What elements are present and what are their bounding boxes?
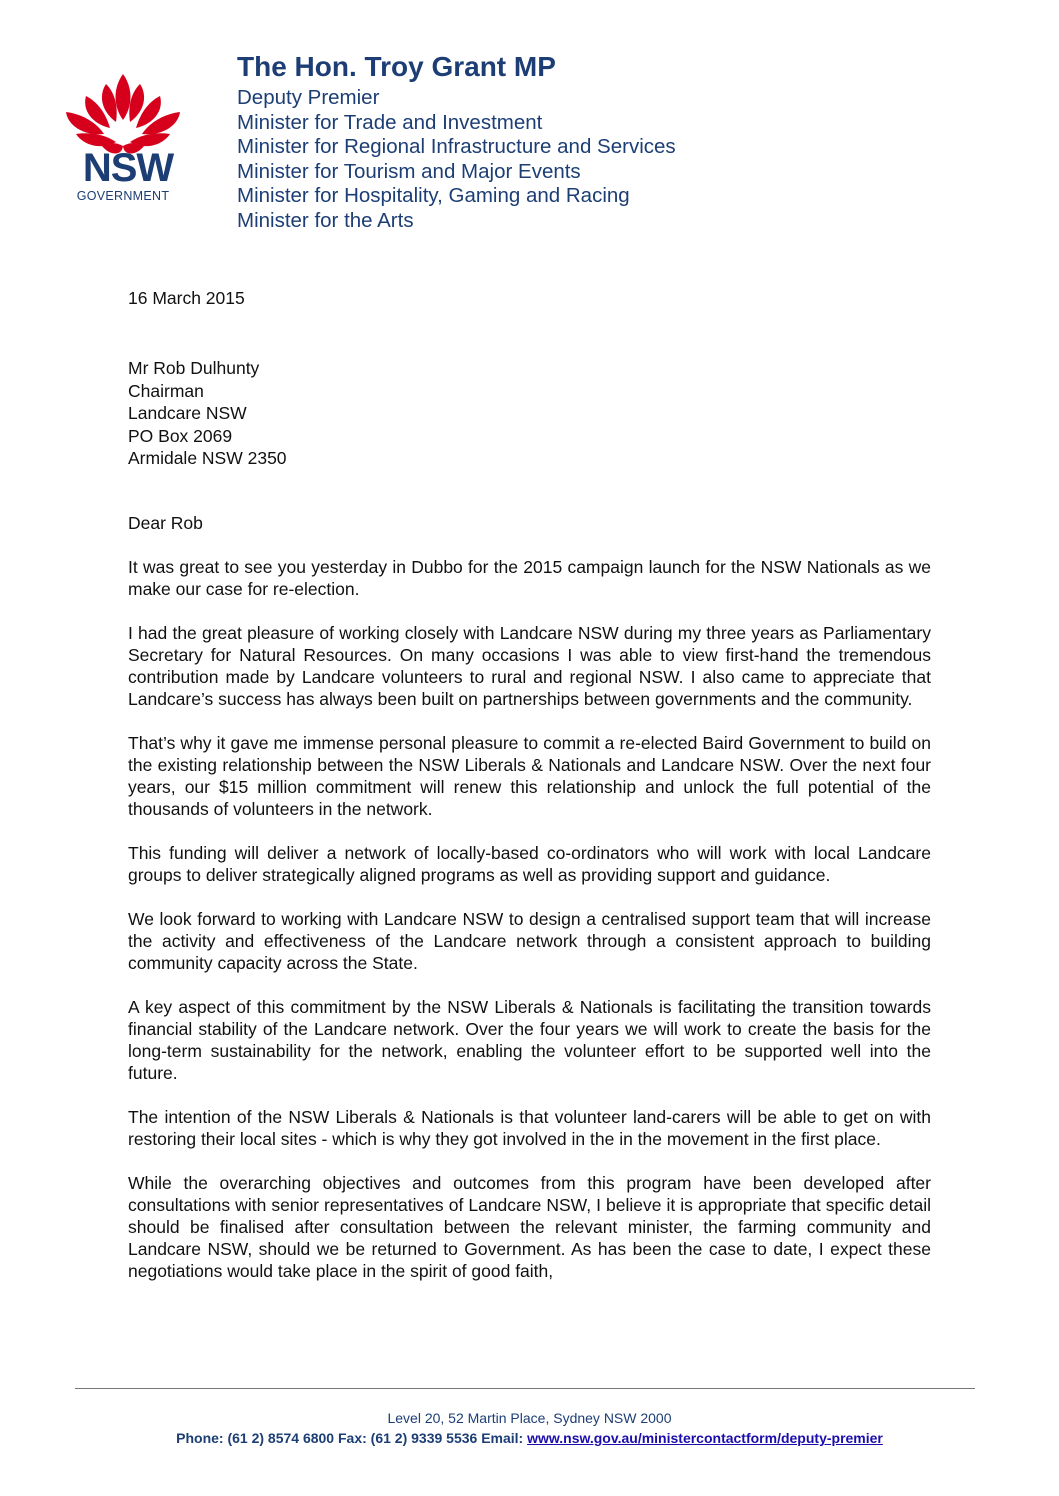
address-line: Armidale NSW 2350 [128, 448, 287, 469]
paragraph: A key aspect of this commitment by the NSW Liberals & Nationals is facilitating the transition towards financial stability of the Landcare network. Over the four years we will work to create the basis for the long-term sustainability for the network, enabling the volunteer effort to be supported well into the future. [128, 996, 931, 1083]
paragraph: This funding will deliver a network of locally-based co-ordinators who will work with local Landcare groups to deliver strategically aligned programs as well as providing support and guidance. [128, 842, 931, 885]
footer-address: Level 20, 52 Martin Place, Sydney NSW 2000 [387, 1410, 672, 1426]
role-line: Minister for the Arts [237, 208, 414, 232]
address-line: Landcare NSW [128, 403, 247, 424]
address-line: Chairman [128, 380, 204, 401]
address-line: PO Box 2069 [128, 425, 233, 446]
footer-email-link[interactable]: www.nsw.gov.au/ministercontactform/deputy-premier [527, 1430, 883, 1446]
footer-phone-fax: Phone: (61 2) 8574 6800 Fax: (61 2) 9339 5536 Email: [176, 1430, 524, 1446]
paragraph: I had the great pleasure of working closely with Landcare NSW during my three years as Parliamentary Secretary for Natural Resources. On many occasions I was able to view first-hand the tremendous contribution made by Landcare volunteers to rural and regional NSW. I also came to appreciate that Landcare’s success has always been built on partnerships between governments and the community. [128, 622, 931, 709]
salutation: Dear Rob [128, 512, 203, 533]
paragraph: While the overarching objectives and outcomes from this program have been developed after consultations with senior representatives of Landcare NSW, I believe it is appropriate that specific detail should be finalised after consultation between the relevant minister, the farming community and Landcare NSW, should we be returned to Government. As has been the case to date, I expect these negotiations would take place in the spirit of good faith, [128, 1172, 931, 1281]
logo-government-text: GOVERNMENT [76, 189, 170, 203]
role-line: Minister for Tourism and Major Events [237, 159, 581, 183]
footer [0, 1408, 1059, 1448]
address-line: Mr Rob Dulhunty [128, 358, 260, 378]
paragraph: The intention of the NSW Liberals & Nationals is that volunteer land-carers will be able to get on with restoring their local sites - which is why they got involved in the in the movement in the first place. [128, 1106, 931, 1149]
role-line: Minister for Hospitality, Gaming and Racing [237, 184, 630, 208]
letter-date: 16 March 2015 [128, 288, 245, 308]
nsw-government-logo [58, 70, 188, 210]
paragraph: That’s why it gave me immense personal pleasure to commit a re-elected Baird Government to build on the existing relationship between the NSW Liberals & Nationals and Landcare NSW. Over the next four years, our $15 million commitment will renew this relationship and unlock the full potential of the thousands of volunteers in the network. [128, 732, 931, 819]
paragraph: It was great to see you yesterday in Dubbo for the 2015 campaign launch for the NSW Nationals as we make our case for re-election. [128, 556, 931, 599]
role-line: Minister for Regional Infrastructure and Services [237, 135, 676, 159]
footer-contact [0, 1428, 1059, 1448]
role-line: Minister for Trade and Investment [237, 110, 543, 134]
letter-body [128, 287, 931, 1282]
footer-divider [75, 1388, 975, 1389]
letterhead [237, 50, 676, 234]
minister-name: The Hon. Troy Grant MP [237, 51, 556, 82]
paragraph: We look forward to working with Landcare NSW to design a centralised support team that will increase the activity and effectiveness of the Landcare network through a consistent approach to building community capacity across the State. [128, 908, 931, 973]
recipient-address [128, 357, 931, 470]
logo-nsw-text: NSW [82, 146, 174, 190]
role-line: Deputy Premier [237, 86, 380, 109]
